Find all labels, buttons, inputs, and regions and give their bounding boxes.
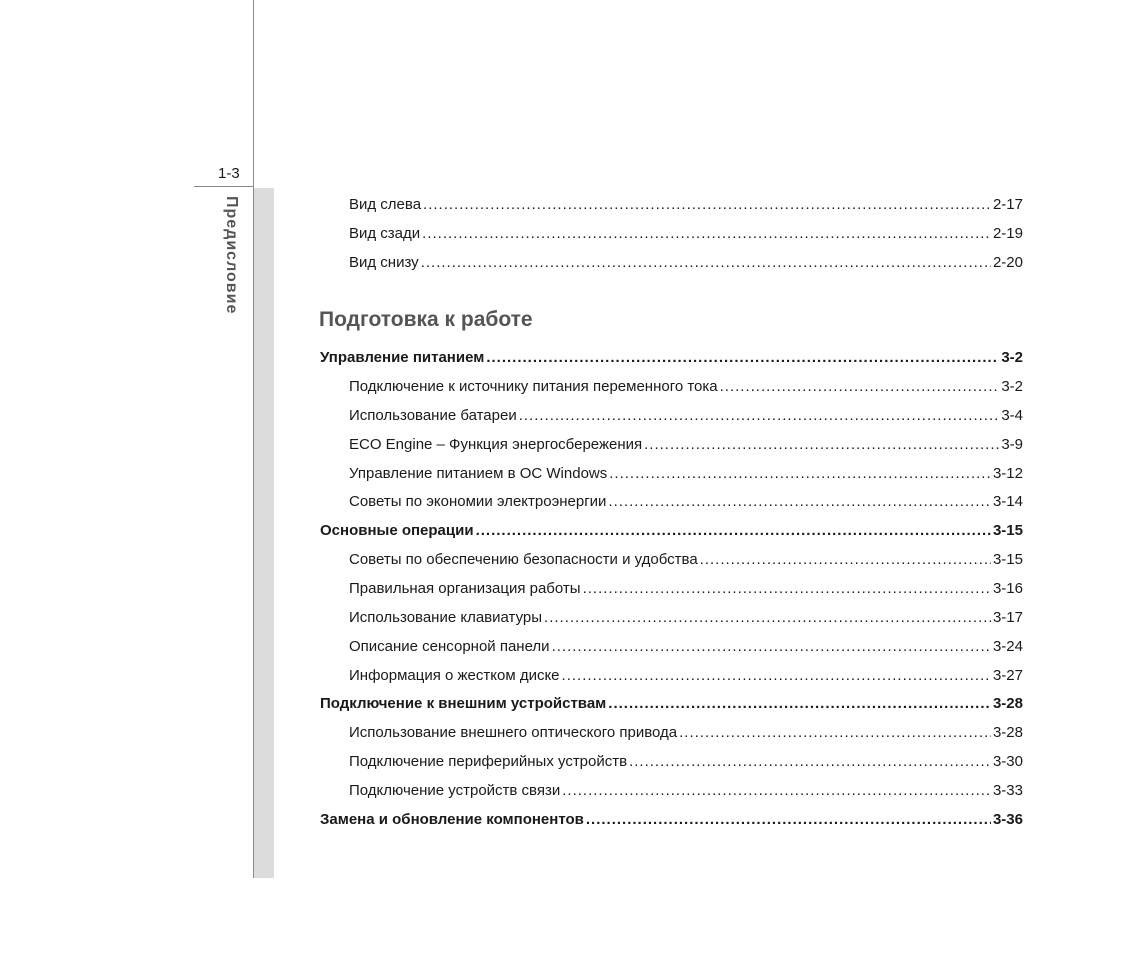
toc-leader-dots [552, 637, 991, 657]
toc-leader-dots [644, 435, 999, 455]
toc-leader-dots [609, 464, 991, 484]
toc-entry-title: Советы по экономии электроэнергии [349, 493, 607, 510]
toc-entry[interactable] [349, 406, 1023, 426]
toc-entry-page: 2-17 [992, 196, 1023, 213]
toc-entry-page: 2-19 [992, 225, 1023, 242]
toc-leader-dots [700, 550, 991, 570]
toc-entry[interactable] [349, 464, 1023, 484]
toc-entry-page: 3-2 [1001, 349, 1023, 366]
toc-entry-page: 2-20 [992, 254, 1023, 271]
toc-entry-title: Использование батареи [349, 407, 517, 424]
toc-leader-dots [422, 224, 991, 244]
toc-entry-title: Управление питанием в ОС Windows [349, 465, 608, 482]
toc-entry-page: 3-2 [1001, 378, 1023, 395]
toc-entry-title: Вид слева [349, 196, 422, 213]
toc-entry[interactable] [349, 435, 1023, 455]
toc-leader-dots [629, 752, 991, 772]
section-label: Предисловие [223, 196, 240, 315]
toc-entry-page: 3-16 [992, 580, 1023, 597]
toc-entry-page: 3-33 [992, 782, 1023, 799]
toc-entry-title: Советы по обеспечению безопасности и удобства [349, 551, 698, 568]
toc-entry-page: 3-12 [992, 465, 1023, 482]
toc-entry[interactable] [349, 723, 1023, 743]
toc-entry-page: 3-17 [992, 609, 1023, 626]
toc-entry-main[interactable] [320, 694, 1023, 714]
toc-entry-page: 3-14 [992, 493, 1023, 510]
toc-leader-dots [519, 406, 1000, 426]
toc-entry[interactable] [349, 224, 1023, 244]
toc-entry[interactable] [349, 550, 1023, 570]
toc-entry-title: Подключение к источнику питания переменного тока [349, 378, 718, 395]
toc-entry[interactable] [349, 579, 1023, 599]
toc-leader-dots [423, 195, 991, 215]
toc-entry-page: 3-4 [1001, 407, 1023, 424]
toc-entry-title: Использование внешнего оптического привода [349, 724, 678, 741]
toc-leader-dots [544, 608, 991, 628]
toc-entry-title: Вид сзади [349, 225, 421, 242]
chapter-title: Подготовка к работе [319, 308, 533, 331]
toc-entry-title: Подключение периферийных устройств [349, 753, 628, 770]
toc-entry[interactable] [349, 253, 1023, 273]
toc-leader-dots [608, 492, 991, 512]
toc-entry-title: Вид снизу [349, 254, 419, 271]
toc-entry-page: 3-36 [992, 811, 1023, 828]
toc-entry-page: 3-30 [992, 753, 1023, 770]
toc-leader-dots [421, 253, 991, 273]
toc-leader-dots [486, 348, 999, 368]
toc-leader-dots [586, 810, 991, 830]
toc-entry-page: 3-28 [992, 695, 1023, 712]
toc-entry-page: 3-15 [992, 522, 1023, 539]
toc-leader-dots [562, 781, 991, 801]
toc-entry[interactable] [349, 195, 1023, 215]
toc-entry[interactable] [349, 781, 1023, 801]
toc-entry-page: 3-15 [992, 551, 1023, 568]
toc-leader-dots [583, 579, 991, 599]
toc-entry-title: Информация о жестком диске [349, 667, 560, 684]
toc-leader-dots [476, 521, 991, 541]
toc-entry-main[interactable] [320, 348, 1023, 368]
toc-entry[interactable] [349, 637, 1023, 657]
toc-entry-page: 3-28 [992, 724, 1023, 741]
toc-entry-title: Описание сенсорной панели [349, 638, 550, 655]
toc-entry[interactable] [349, 752, 1023, 772]
toc-entry[interactable] [349, 666, 1023, 686]
toc-leader-dots [720, 377, 1000, 397]
toc-entry-title: Управление питанием [320, 349, 485, 366]
toc-leader-dots [562, 666, 991, 686]
toc-entry-page: 3-9 [1001, 436, 1023, 453]
toc-entry[interactable] [349, 492, 1023, 512]
toc-entry-title: Основные операции [320, 522, 474, 539]
toc-entry-title: Подключение устройств связи [349, 782, 561, 799]
toc-entry-main[interactable] [320, 810, 1023, 830]
toc-entry-page: 3-24 [992, 638, 1023, 655]
toc-entry-title: Замена и обновление компонентов [320, 811, 584, 828]
toc-entry[interactable] [349, 377, 1023, 397]
toc-entry-title: ECO Engine – Функция энергосбережения [349, 436, 643, 453]
toc-entry-title: Подключение к внешним устройствам [320, 695, 607, 712]
toc-entry-title: Использование клавиатуры [349, 609, 543, 626]
page-number: 1-3 [218, 165, 240, 182]
toc-entry-page: 3-27 [992, 667, 1023, 684]
toc-entry-main[interactable] [320, 521, 1023, 541]
toc-leader-dots [679, 723, 991, 743]
toc-entry-title: Правильная организация работы [349, 580, 581, 597]
toc-leader-dots [608, 694, 991, 714]
toc-entry[interactable] [349, 608, 1023, 628]
